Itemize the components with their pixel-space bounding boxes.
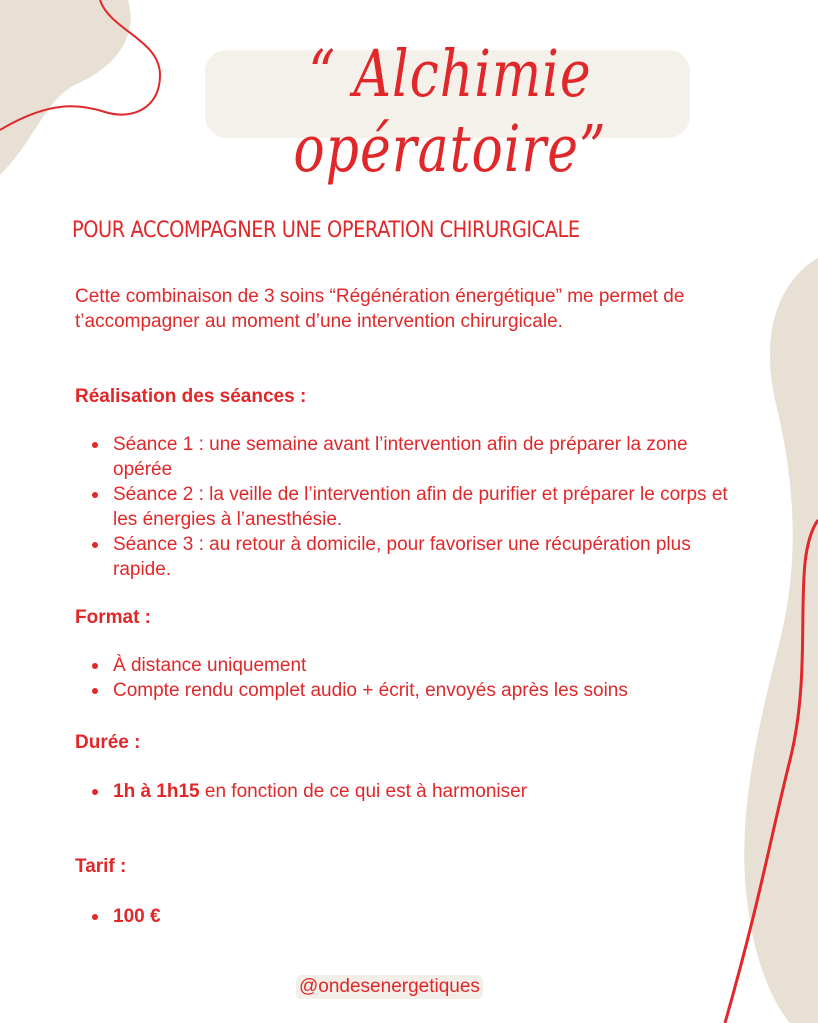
format-heading: Format :	[75, 607, 151, 628]
tarif-heading: Tarif :	[75, 856, 127, 877]
list-item: À distance uniquement	[113, 653, 793, 678]
beige-blob-top-left	[0, 0, 131, 175]
realisation-list	[75, 432, 733, 582]
list-item: Séance 2 : la veille de l’intervention afin de purifier et préparer le corps et les énergies à l’anesthésie.	[113, 482, 733, 532]
realisation-heading: Réalisation des séances :	[75, 386, 307, 407]
list-item: Séance 3 : au retour à domicile, pour favoriser une récupération plus rapide.	[113, 532, 733, 582]
list-item: Séance 1 : une semaine avant l’intervention afin de préparer la zone opérée	[113, 432, 733, 482]
page-title: “ Alchimie opératoire”	[293, 37, 607, 187]
list-item	[113, 779, 793, 804]
duree-note: en fonction de ce qui est à harmoniser	[199, 781, 528, 802]
duree-heading: Durée :	[75, 732, 141, 753]
duree-value: 1h à 1h15	[113, 781, 200, 802]
tarif-list	[75, 904, 161, 929]
intro-text: Cette combinaison de 3 soins “Régénération énergétique” me permet de t’accompagner au moment d’une intervention chirurgicale.	[75, 286, 685, 332]
subtitle: POUR ACCOMPAGNER UNE OPERATION CHIRURGICALE	[72, 218, 580, 243]
duree-list	[75, 779, 793, 804]
list-item: Compte rendu complet audio + écrit, envoyés après les soins	[113, 678, 793, 703]
list-item: 100 €	[113, 906, 161, 927]
instagram-handle: @ondesenergetiques	[296, 975, 483, 999]
format-list	[75, 653, 793, 703]
